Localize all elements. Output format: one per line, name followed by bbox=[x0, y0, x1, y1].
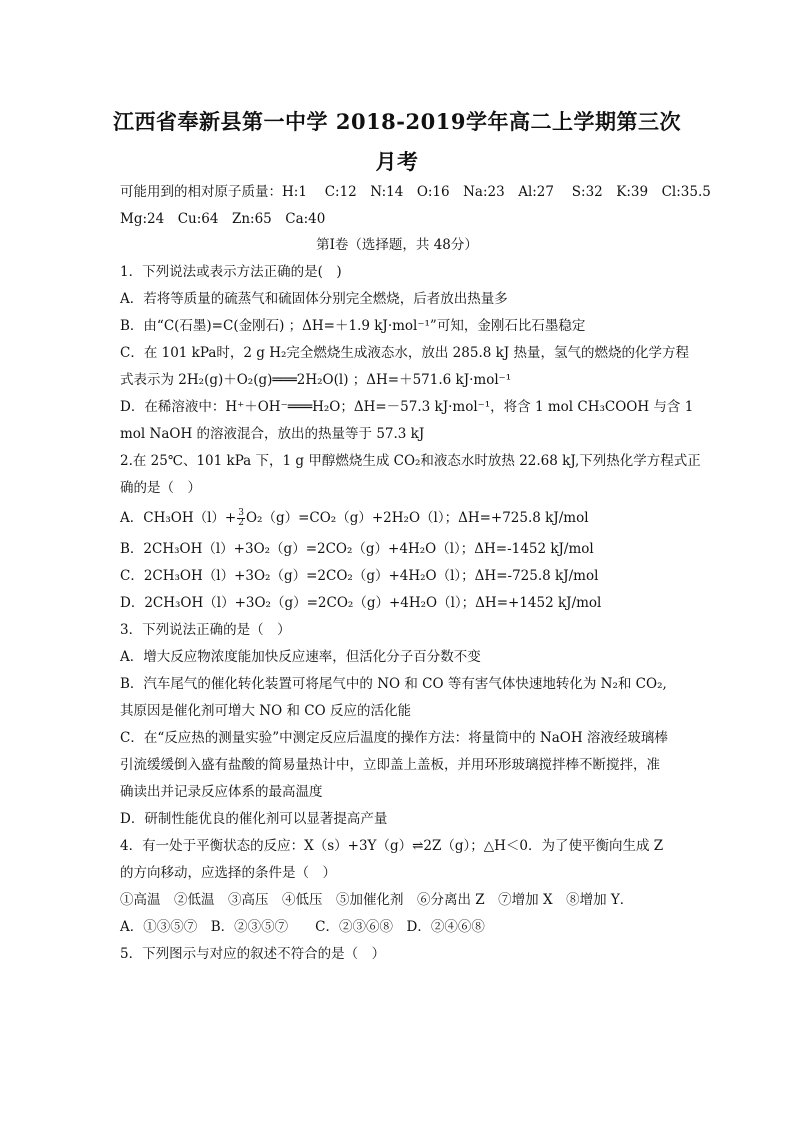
q1-option-d-line2: mol NaOH 的溶液混合，放出的热量等于 57.3 kJ bbox=[120, 426, 425, 442]
q2-option-a-post: O₂（g）=CO₂（g）+2H₂O（l）；ΔH=+725.8 kJ/mol bbox=[245, 510, 589, 526]
q3-option-c-line2: 引流缓缓倒入盛有盐酸的简易量热计中，立即盖上盖板，并用环形玻璃搅拌棒不断搅拌，准 bbox=[120, 757, 660, 773]
q3-option-b-line2: 其原因是催化剂可增大 NO 和 CO 反应的活化能 bbox=[120, 703, 411, 719]
q2-option-a-pre: A．CH₃OH（l）+ bbox=[120, 510, 237, 526]
q3-stem: 3．下列说法正确的是（ ） bbox=[120, 622, 291, 638]
q3-option-a: A．增大反应物浓度能加快反应速率，但活化分子百分数不变 bbox=[120, 649, 481, 665]
q1-stem: 1．下列说法或表示方法正确的是( ) bbox=[120, 264, 342, 280]
exam-title-line1: 江西省奉新县第一中学 2018-2019学年高二上学期第三次 bbox=[113, 109, 681, 134]
q5-stem: 5．下列图示与对应的叙述不符合的是（ ） bbox=[120, 946, 386, 962]
q3-option-c-line3: 确读出并记录反应体系的最高温度 bbox=[120, 784, 323, 800]
q1-option-c-line2: 式表示为 2H₂(g)＋O₂(g)═══2H₂O(l) ；ΔH=＋571.6 kJ·mol⁻¹ bbox=[120, 372, 512, 388]
q3-option-c-line1: C．在“反应热的测量实验”中测定反应后温度的操作方法：将量筒中的 NaOH 溶液经玻璃棒 bbox=[120, 730, 668, 746]
q4-stem-line1: 4．有一处于平衡状态的反应：X（s）+3Y（g）⇌2Z（g）；△H＜0．为了使平衡向生成 Z bbox=[120, 838, 664, 854]
q2-option-b: B．2CH₃OH（l）+3O₂（g）=2CO₂（g）+4H₂O（l）；ΔH=-1452 kJ/mol bbox=[120, 541, 594, 557]
fraction-denominator: 2 bbox=[238, 518, 244, 528]
q3-option-d: D．研制性能优良的催化剂可以显著提高产量 bbox=[120, 811, 388, 827]
q2-option-a bbox=[120, 506, 589, 528]
q4-options: A．①③⑤⑦ B．②③⑤⑦ C．②③⑥⑧ D．②④⑥⑧ bbox=[120, 919, 485, 935]
q1-option-d-line1: D．在稀溶液中：H⁺＋OH⁻═══H₂O；ΔH=－57.3 kJ·mol⁻¹，将含 1 mol CH₃COOH 与含 1 bbox=[120, 399, 694, 415]
q1-option-b: B．由“C(石墨)=C(金刚石) ；ΔH=＋1.9 kJ·mol⁻¹”可知，金刚石比石墨稳定 bbox=[120, 318, 586, 334]
fraction-numerator: 3 bbox=[238, 508, 244, 518]
q3-option-b-line1: B．汽车尾气的催化转化装置可将尾气中的 NO 和 CO 等有害气体快速地转化为 N₂和 CO₂, bbox=[120, 676, 667, 692]
exam-title-line2: 月考 bbox=[375, 149, 419, 174]
q1-option-c-line1: C．在 101 kPa时，2 g H₂完全燃烧生成液态水，放出 285.8 kJ 热量，氢气的燃烧的化学方程 bbox=[120, 345, 689, 361]
q2-option-d: D．2CH₃OH（l）+3O₂（g）=2CO₂（g）+4H₂O（l）；ΔH=+1452 kJ/mol bbox=[120, 595, 602, 611]
q1-option-a: A．若将等质量的硫蒸气和硫固体分别完全燃烧，后者放出热量多 bbox=[120, 291, 508, 307]
section-title: 第Ⅰ卷（选择题，共 48分） bbox=[316, 237, 478, 253]
q4-stem-line2: 的方向移动，应选择的条件是（ ） bbox=[120, 865, 336, 881]
q4-conditions: ①高温 ②低温 ③高压 ④低压 ⑤加催化剂 ⑥分离出 Z ⑦增加 X ⑧增加 Y． bbox=[120, 892, 634, 908]
q2-stem-line2: 确的是（ ） bbox=[120, 480, 201, 496]
atomic-mass-line1: 可能用到的相对原子质量：H:1 C:12 N:14 O:16 Na:23 Al:27 S:32 K:39 Cl:35.5 bbox=[120, 184, 711, 200]
q2-option-c: C．2CH₃OH（l）+3O₂（g）=2CO₂（g）+4H₂O（l）；ΔH=-725.8 kJ/mol bbox=[120, 568, 599, 584]
q2-stem-line1: 2.在 25℃、101 kPa 下，1 g 甲醇燃烧生成 CO₂和液态水时放热 22.68 kJ,下列热化学方程式正 bbox=[120, 453, 701, 469]
atomic-mass-line2: Mg:24 Cu:64 Zn:65 Ca:40 bbox=[120, 211, 326, 227]
fraction-three-halves bbox=[237, 509, 245, 528]
